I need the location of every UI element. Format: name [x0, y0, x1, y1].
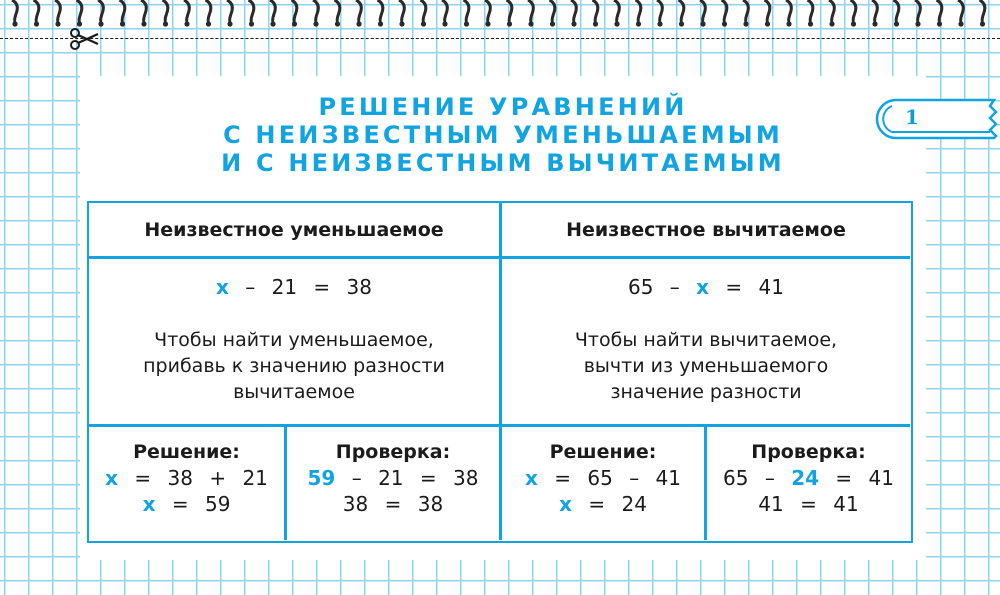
spiral-hole — [485, 21, 490, 26]
spiral-hole — [270, 21, 275, 26]
spiral-ring — [743, 0, 748, 22]
rule-line: Чтобы найти вычитаемое, — [574, 329, 838, 351]
spiral-hole — [657, 21, 662, 26]
left-rule — [89, 327, 499, 405]
spiral-ring — [765, 0, 770, 22]
spiral-ring — [851, 0, 856, 22]
spiral-hole — [184, 21, 189, 26]
spiral-hole — [34, 21, 39, 26]
spiral-ring — [227, 0, 232, 22]
operand: 38 — [167, 466, 193, 490]
spiral-hole — [356, 21, 361, 26]
spiral-ring — [571, 0, 576, 22]
spiral-hole — [464, 21, 469, 26]
page-number: 1 — [905, 105, 919, 129]
spiral-hole — [980, 21, 985, 26]
spiral-hole — [141, 21, 146, 26]
operand: 65 — [587, 466, 613, 490]
spiral-ring — [636, 0, 641, 22]
spiral-ring — [507, 0, 512, 22]
rule-line: вычитаемое — [233, 381, 355, 403]
spiral-ring — [378, 0, 383, 22]
rule-line: значение разности — [610, 381, 802, 403]
spiral-hole — [636, 21, 641, 26]
spiral-ring — [313, 0, 318, 22]
spiral-ring — [700, 0, 705, 22]
scissors-icon — [68, 28, 102, 50]
spiral-ring — [614, 0, 619, 22]
check-line-2 — [707, 491, 910, 517]
spiral-hole — [249, 21, 254, 26]
spiral-ring — [915, 0, 920, 22]
minus-sign: – — [764, 466, 775, 490]
var-x: x — [215, 275, 229, 299]
spiral-hole — [12, 21, 17, 26]
spiral-ring — [464, 0, 469, 22]
var-x: x — [105, 466, 119, 490]
spiral-ring — [528, 0, 533, 22]
spiral-hole — [98, 21, 103, 26]
spiral-hole — [163, 21, 168, 26]
right-rule — [502, 327, 910, 405]
var-x: x — [696, 275, 710, 299]
spiral-ring — [894, 0, 899, 22]
spiral-ring — [98, 0, 103, 22]
spiral-hole — [743, 21, 748, 26]
spiral-ring — [722, 0, 727, 22]
spiral-ring — [958, 0, 963, 22]
left-equation — [89, 274, 499, 300]
spiral-hole — [206, 21, 211, 26]
right-check — [707, 439, 910, 517]
spiral-ring — [55, 0, 60, 22]
spiral-ring — [141, 0, 146, 22]
rule-line: Чтобы найти уменьшаемое, — [154, 329, 434, 351]
minus-sign: – — [669, 275, 680, 299]
operand: 21 — [378, 466, 404, 490]
var-x: x — [142, 492, 156, 516]
operand: 38 — [342, 492, 369, 516]
spiral-hole — [378, 21, 383, 26]
spiral-hole — [55, 21, 60, 26]
spiral-hole — [808, 21, 813, 26]
equals-sign: = — [171, 492, 189, 516]
spiral-hole — [786, 21, 791, 26]
solution-label: Решение: — [133, 441, 240, 463]
equals-sign: = — [419, 466, 437, 490]
spiral-hole — [593, 21, 598, 26]
minuend-value: 65 — [627, 275, 654, 299]
found-value: 24 — [791, 466, 820, 490]
operand: 38 — [453, 466, 479, 490]
spiral-hole — [915, 21, 920, 26]
found-value: 59 — [307, 466, 336, 490]
spiral-ring — [593, 0, 598, 22]
header-unknown-minuend: Неизвестное уменьшаемое — [144, 219, 444, 241]
spiral-ring — [270, 0, 275, 22]
left-check — [287, 439, 499, 517]
spiral-hole — [872, 21, 877, 26]
right-equation — [502, 274, 910, 300]
solution-line-1 — [502, 465, 704, 491]
spiral-hole — [614, 21, 619, 26]
spiral-ring — [12, 0, 17, 22]
spiral-hole — [679, 21, 684, 26]
solution-label: Решение: — [549, 441, 657, 463]
minus-sign: – — [245, 275, 256, 299]
check-line-1 — [707, 465, 910, 491]
minus-sign: – — [629, 466, 640, 490]
spiral-hole — [829, 21, 834, 26]
check-line-2 — [287, 491, 499, 517]
spiral-hole — [507, 21, 512, 26]
spiral-hole — [722, 21, 727, 26]
spiral-ring — [120, 0, 125, 22]
page-title — [80, 93, 926, 177]
spiral-ring — [980, 0, 985, 22]
subtrahend-value: 21 — [271, 275, 298, 299]
result: 24 — [621, 492, 647, 516]
spiral-ring — [485, 0, 490, 22]
header-unknown-subtrahend: Неизвестное вычитаемое — [566, 219, 846, 241]
spiral-ring — [356, 0, 361, 22]
spiral-ring — [808, 0, 813, 22]
difference-value: 41 — [758, 275, 784, 299]
rule-line: прибавь к значению разности — [143, 355, 445, 377]
spiral-hole — [77, 21, 82, 26]
plus-sign: + — [209, 466, 227, 490]
spiral-ring — [34, 0, 39, 22]
spiral-hole — [120, 21, 125, 26]
var-x: x — [559, 492, 572, 516]
spiral-ring — [679, 0, 684, 22]
spiral-hole — [894, 21, 899, 26]
solution-line-2 — [89, 491, 284, 517]
check-label: Проверка: — [751, 441, 866, 463]
spiral-hole — [421, 21, 426, 26]
equals-sign: = — [134, 466, 152, 490]
check-line-1 — [287, 465, 499, 491]
equals-sign: = — [554, 466, 572, 490]
spiral-ring — [249, 0, 254, 22]
equals-sign: = — [835, 466, 853, 490]
spiral-ring — [829, 0, 834, 22]
spiral-ring — [335, 0, 340, 22]
cut-line — [0, 38, 1000, 39]
spiral-hole — [442, 21, 447, 26]
spiral-hole — [399, 21, 404, 26]
spiral-hole — [571, 21, 576, 26]
operand: 38 — [417, 492, 444, 516]
check-label: Проверка: — [335, 441, 451, 463]
operand: 21 — [242, 466, 268, 490]
spiral-ring — [657, 0, 662, 22]
operand: 65 — [723, 466, 749, 490]
equals-sign: = — [725, 275, 743, 299]
minus-sign: – — [351, 466, 362, 490]
spiral-hole — [227, 21, 232, 26]
operand: 41 — [758, 492, 784, 516]
spiral-hole — [335, 21, 340, 26]
spiral-hole — [765, 21, 770, 26]
result: 59 — [204, 492, 231, 516]
spiral-ring — [442, 0, 447, 22]
spiral-ring — [421, 0, 426, 22]
spiral-ring — [399, 0, 404, 22]
spiral-hole — [700, 21, 705, 26]
spiral-ring — [163, 0, 168, 22]
spiral-ring — [786, 0, 791, 22]
solution-line-1 — [89, 465, 284, 491]
spiral-ring — [184, 0, 189, 22]
solution-line-2 — [502, 491, 704, 517]
left-solution — [89, 439, 284, 517]
spiral-ring — [872, 0, 877, 22]
spiral-ring — [550, 0, 555, 22]
spiral-ring — [206, 0, 211, 22]
rule-line: вычти из уменьшаемого — [583, 355, 829, 377]
spiral-hole — [292, 21, 297, 26]
operand: 41 — [833, 492, 859, 516]
title-line-1: РЕШЕНИЕ УРАВНЕНИЙ — [318, 93, 688, 121]
spiral-hole — [937, 21, 942, 26]
equals-sign: = — [384, 492, 402, 516]
title-line-3: И С НЕИЗВЕСТНЫМ ВЫЧИТАЕМЫМ — [221, 149, 785, 177]
var-x: x — [524, 466, 538, 490]
spiral-ring — [937, 0, 942, 22]
spiral-ring — [77, 0, 82, 22]
equals-sign: = — [313, 275, 331, 299]
spiral-hole — [958, 21, 963, 26]
spiral-hole — [528, 21, 533, 26]
spiral-hole — [550, 21, 555, 26]
operand: 41 — [868, 466, 894, 490]
spiral-hole — [851, 21, 856, 26]
spiral-hole — [313, 21, 318, 26]
spiral-binding — [0, 0, 1000, 30]
difference-value: 38 — [346, 275, 372, 299]
right-solution — [502, 439, 704, 517]
operand: 41 — [655, 466, 681, 490]
equals-sign: = — [588, 492, 606, 516]
equations-table — [87, 201, 913, 543]
spiral-ring — [292, 0, 297, 22]
title-line-2: С НЕИЗВЕСТНЫМ УМЕНЬШАЕМЫМ — [223, 121, 783, 149]
equals-sign: = — [800, 492, 817, 516]
